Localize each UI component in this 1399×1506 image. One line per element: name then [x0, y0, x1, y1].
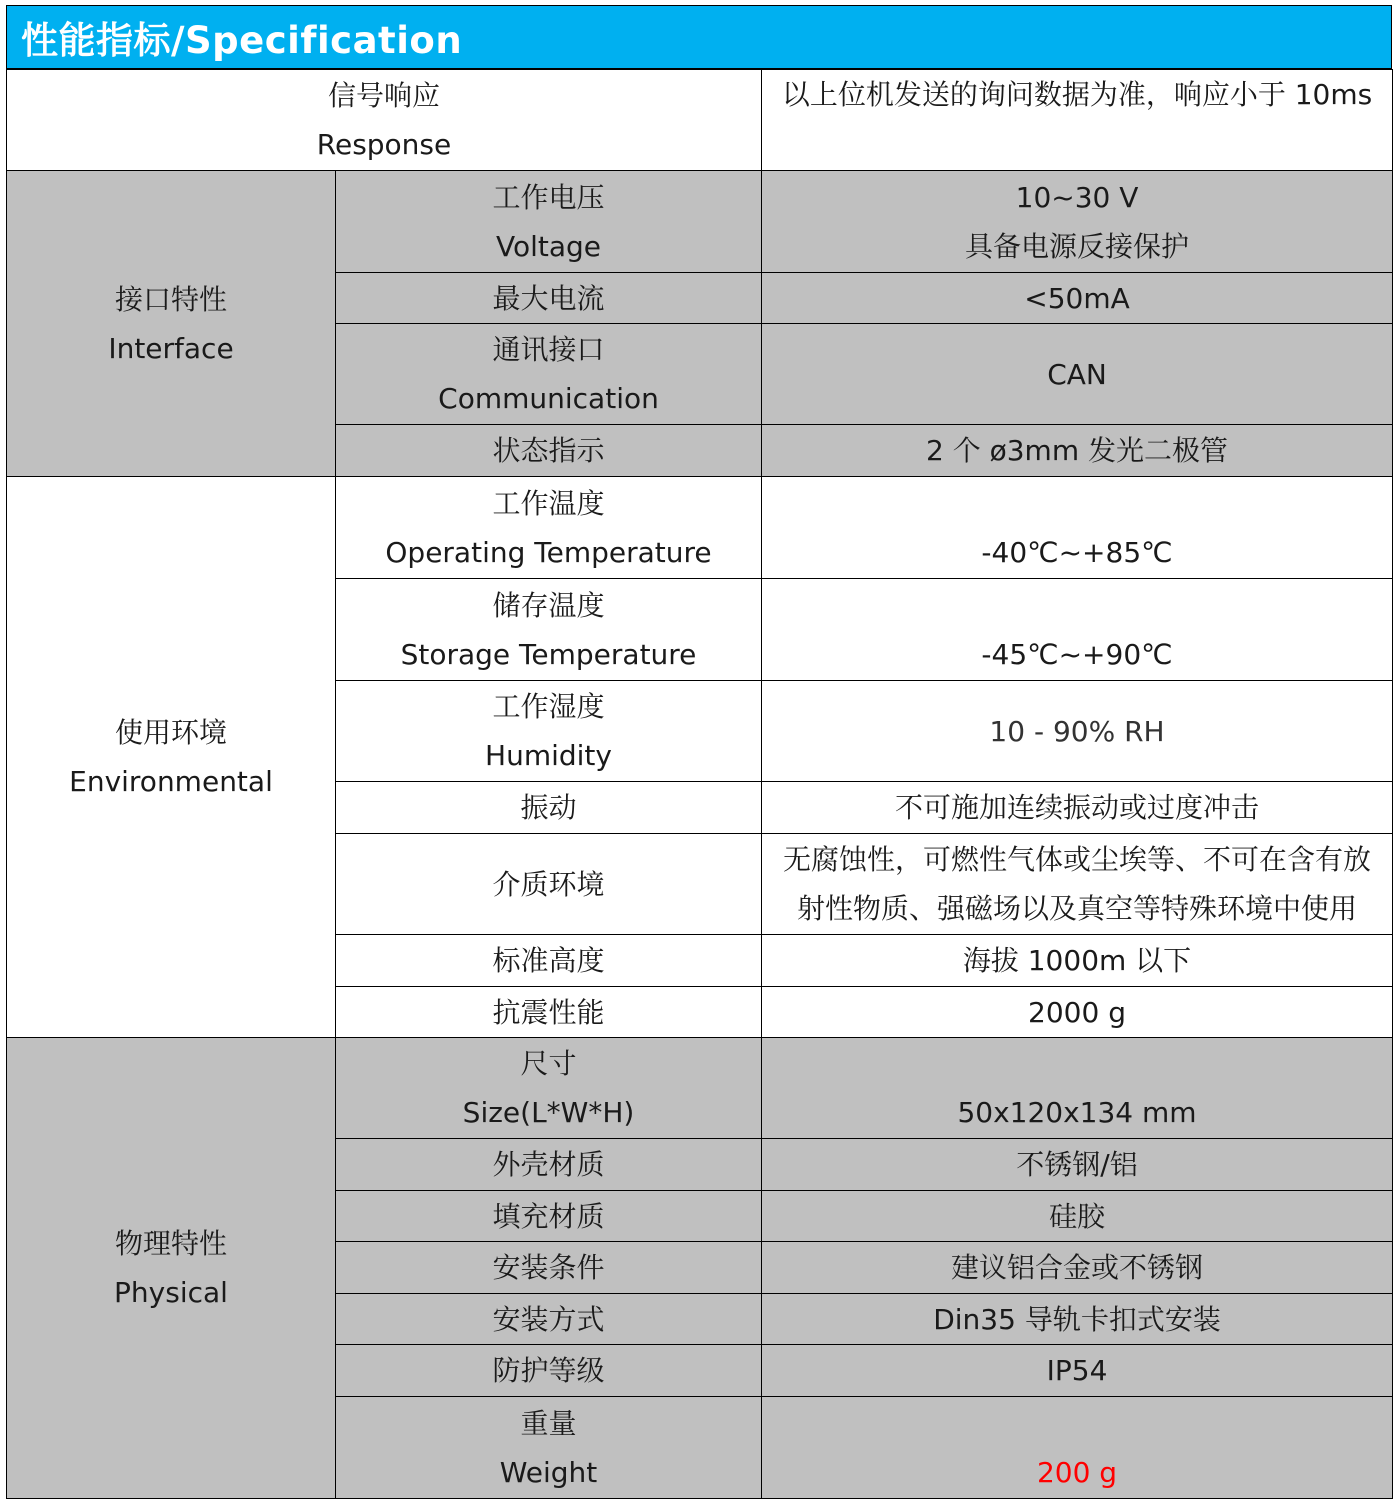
response-value — [762, 70, 1393, 171]
response-value-text: 以上位机发送的询问数据为准，响应小于 10ms — [781, 78, 1373, 111]
param-name-en: Communication — [438, 382, 659, 415]
param-name-cn: 工作电压 — [492, 180, 605, 214]
param-name-cn: 外壳材质 — [492, 1148, 605, 1181]
group-label-en: Environmental — [69, 765, 273, 798]
param-name-cn: 安装条件 — [492, 1251, 605, 1284]
param-name — [336, 1191, 762, 1242]
param-value — [762, 1038, 1393, 1139]
param-value — [762, 425, 1393, 477]
param-name-en: Voltage — [495, 229, 602, 263]
group-label-interface — [7, 171, 336, 477]
param-name-en: Humidity — [485, 739, 612, 772]
param-name-cn: 通讯接口 — [492, 333, 605, 366]
param-name-cn: 抗震性能 — [492, 995, 605, 1029]
param-value-line: 建议铝合金或不锈钢 — [951, 1251, 1204, 1284]
param-name — [336, 987, 762, 1038]
table-row — [7, 171, 1393, 273]
param-value-line: 无腐蚀性，可燃性气体或尘埃等、不可在含有放 — [783, 843, 1372, 876]
param-value — [762, 782, 1393, 834]
param-value — [762, 171, 1393, 273]
response-label-en: Response — [316, 128, 452, 161]
table-row — [7, 70, 1393, 171]
param-value — [762, 1191, 1393, 1242]
param-value-line: IP54 — [1046, 1354, 1108, 1387]
param-name-cn: 最大电流 — [492, 281, 605, 315]
param-value-line: 2 个 ø3mm 发光二极管 — [926, 434, 1229, 467]
spec-title: 性能指标/Specification — [21, 19, 463, 62]
param-value-line: 具备电源反接保护 — [965, 229, 1190, 263]
param-name — [336, 935, 762, 987]
param-name-cn: 安装方式 — [492, 1302, 605, 1336]
param-name-cn: 工作温度 — [492, 486, 605, 520]
param-value-line: 50x120x134 mm — [957, 1096, 1197, 1129]
param-name — [336, 782, 762, 834]
response-label-cn: 信号响应 — [328, 79, 441, 112]
param-name-en: Size(L*W*H) — [462, 1096, 635, 1129]
param-value-line: 硅胶 — [1049, 1199, 1106, 1233]
param-name-cn: 振动 — [520, 791, 577, 824]
param-value-line: CAN — [1047, 357, 1107, 391]
param-value — [762, 273, 1393, 324]
table-row — [7, 1038, 1393, 1139]
group-label-physical — [7, 1038, 336, 1499]
param-value — [762, 1139, 1393, 1191]
param-name-cn: 尺寸 — [520, 1047, 577, 1080]
param-name-cn: 重量 — [520, 1406, 577, 1440]
param-value — [762, 834, 1393, 935]
param-name — [336, 1397, 762, 1499]
group-label-environmental — [7, 477, 336, 1038]
param-value — [762, 324, 1393, 425]
param-name — [336, 171, 762, 273]
param-value-line: 200 g — [1036, 1456, 1118, 1489]
param-name — [336, 834, 762, 935]
param-name — [336, 477, 762, 579]
group-label-cn: 物理特性 — [114, 1227, 227, 1260]
param-name-en: Weight — [499, 1455, 598, 1489]
param-name-en: Storage Temperature — [400, 637, 697, 671]
param-name — [336, 1038, 762, 1139]
param-name — [336, 324, 762, 425]
spec-table — [6, 69, 1393, 1499]
param-name-cn: 工作湿度 — [492, 690, 605, 723]
param-value-line: 射性物质、强磁场以及真空等特殊环境中使用 — [797, 892, 1358, 925]
param-name — [336, 1242, 762, 1294]
param-value — [762, 1242, 1393, 1294]
param-value — [762, 935, 1393, 987]
group-label-cn: 使用环境 — [114, 716, 227, 749]
param-value — [762, 477, 1393, 579]
param-name — [336, 273, 762, 324]
param-value — [762, 1294, 1393, 1345]
param-value — [762, 1345, 1393, 1397]
param-value — [762, 987, 1393, 1038]
group-label-en: Interface — [108, 331, 234, 365]
param-name-cn: 填充材质 — [492, 1199, 605, 1233]
group-label-cn: 接口特性 — [114, 282, 227, 316]
param-name-en: Operating Temperature — [385, 535, 712, 569]
param-name — [336, 1345, 762, 1397]
param-value-line: 不可施加连续振动或过度冲击 — [895, 791, 1260, 824]
param-value-line: Din35 导轨卡扣式安装 — [933, 1302, 1221, 1336]
param-name-cn: 储存温度 — [492, 588, 605, 622]
param-name-cn: 状态指示 — [492, 434, 605, 467]
response-label — [7, 70, 762, 171]
spec-sheet — [6, 5, 1392, 1499]
param-value — [762, 1397, 1393, 1499]
param-name-cn: 介质环境 — [492, 867, 605, 901]
param-name — [336, 425, 762, 477]
param-name — [336, 1294, 762, 1345]
param-name — [336, 579, 762, 681]
param-name — [336, 1139, 762, 1191]
param-value-line: 2000 g — [1028, 995, 1126, 1029]
param-value-line: -40℃~+85℃ — [981, 536, 1173, 569]
table-row — [7, 477, 1393, 579]
group-label-en: Physical — [114, 1276, 228, 1309]
param-name-cn: 标准高度 — [492, 944, 605, 977]
param-value-line: 海拔 1000m 以下 — [962, 944, 1192, 977]
param-value-line: -45℃~+90℃ — [981, 638, 1173, 671]
param-value — [762, 681, 1393, 782]
param-value-line: 10 - 90% RH — [989, 714, 1165, 748]
param-value-line: <50mA — [1024, 281, 1130, 315]
param-value-line: 不锈钢/铝 — [1016, 1148, 1138, 1181]
param-name-cn: 防护等级 — [492, 1354, 605, 1387]
param-value — [762, 579, 1393, 681]
spec-header — [6, 5, 1392, 69]
param-value-line: 10~30 V — [1015, 180, 1139, 214]
param-name — [336, 681, 762, 782]
